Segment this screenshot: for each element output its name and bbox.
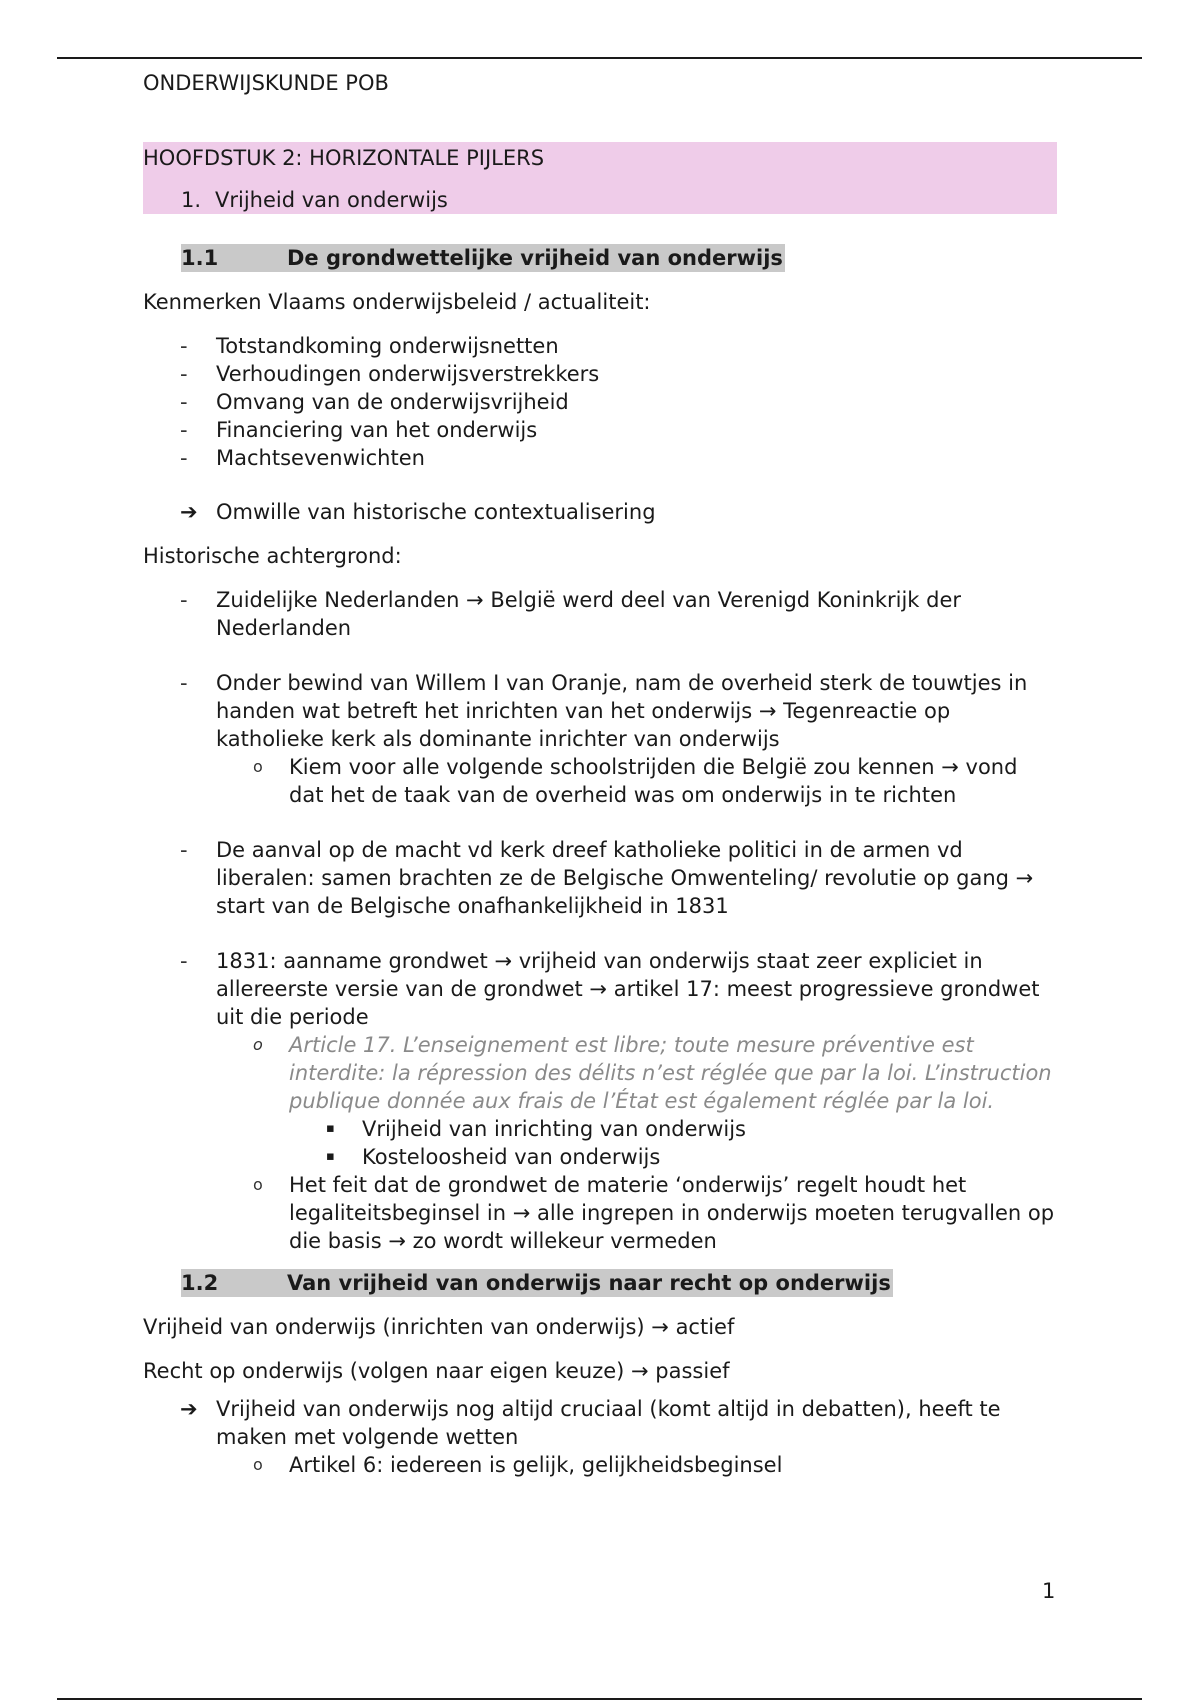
- list-item: - Omvang van de onderwijsvrijheid: [143, 388, 1057, 416]
- quote-points-list: [143, 1115, 1057, 1171]
- list-item: - De aanval op de macht vd kerk dreef katholieke politici in de armen vd liberalen: samen brachten ze de Belgische Omwenteling/ revolutie op gang → start van de Belgische onafhankelijkheid in 1831: [143, 836, 1057, 920]
- section-number: 1.2: [181, 1271, 219, 1295]
- historisch-list: [143, 669, 1057, 753]
- kenmerken-list: [143, 332, 1057, 472]
- chapter-item: [143, 186, 1057, 212]
- arrow-note-text: Omwille van historische contextualisering: [216, 500, 656, 524]
- historisch-list: [143, 586, 1057, 642]
- section-number: 1.1: [181, 246, 219, 270]
- section-heading-1-2: [181, 1269, 893, 1297]
- sub-sub-item: [143, 1143, 1057, 1171]
- historisch-intro: Historische achtergrond:: [143, 544, 402, 568]
- list-item: - Totstandkoming onderwijsnetten: [143, 332, 1057, 360]
- page-number: 1: [1042, 1579, 1056, 1603]
- sub-item: [143, 753, 1057, 809]
- arrow-note: [143, 498, 1057, 526]
- circle-bullet-icon: o: [253, 757, 263, 776]
- sub-item-text: Het feit dat de grondwet de materie ‘onderwijs’ regelt houdt het legaliteitsbeginsel in → alle ingrepen in onderwijs moeten terugvallen op die basis → zo wordt willekeur vermeden: [289, 1173, 1055, 1253]
- section-title: De grondwettelijke vrijheid van onderwijs: [287, 246, 783, 270]
- kenmerken-intro: Kenmerken Vlaams onderwijsbeleid / actualiteit:: [143, 290, 651, 314]
- section-title: Van vrijheid van onderwijs naar recht op onderwijs: [287, 1271, 891, 1295]
- vrijheid-line: Vrijheid van onderwijs (inrichten van onderwijs) → actief: [143, 1315, 735, 1339]
- chapter-item-number: 1.: [181, 188, 202, 212]
- recht-line: Recht op onderwijs (volgen naar eigen keuze) → passief: [143, 1359, 730, 1383]
- arrow-note-list: [143, 1395, 1057, 1451]
- list-item: - Machtsevenwichten: [143, 444, 1057, 472]
- page-header: ONDERWIJSKUNDE POB: [143, 71, 389, 95]
- historisch-list: [143, 947, 1057, 1031]
- arrow-note: [143, 1395, 1057, 1451]
- circle-bullet-icon: o: [253, 1035, 263, 1054]
- chapter-item-label: Vrijheid van onderwijs: [215, 188, 448, 212]
- section-heading-1-1: [181, 244, 785, 272]
- sub-item: [143, 1171, 1057, 1255]
- list-item: - Zuidelijke Nederlanden → België werd deel van Verenigd Koninkrijk der Nederlanden: [143, 586, 1057, 642]
- list-item: [143, 669, 1057, 753]
- sub-list: [143, 1451, 1057, 1479]
- sub-list: [143, 1171, 1057, 1255]
- list-item-text: Onder bewind van Willem I van Oranje, nam de overheid sterk de touwtjes in handen wat betreft het inrichten van het onderwijs → Tegenreactie op katholieke kerk als dominante inrichter van onderwijs: [216, 671, 1028, 751]
- sub-list: [143, 1031, 1057, 1115]
- square-bullet-icon: ▪: [326, 1121, 335, 1136]
- article-17-quote: Article 17. L’enseignement est libre; toute mesure préventive est interdite: la répression des délits n’est réglée que par la loi. L’instruction publique donnée aux frais de l’État est également réglée par la loi.: [289, 1033, 1052, 1113]
- chapter-title: HOOFDSTUK 2: HORIZONTALE PIJLERS: [143, 146, 545, 170]
- arrow-icon: ➔: [180, 500, 198, 524]
- sub-sub-item-text: Vrijheid van inrichting van onderwijs: [362, 1117, 746, 1141]
- circle-bullet-icon: o: [253, 1455, 263, 1474]
- arrow-note-text: Vrijheid van onderwijs nog altijd cruciaal (komt altijd in debatten), heeft te maken met volgende wetten: [216, 1397, 1001, 1449]
- list-item: - 1831: aanname grondwet → vrijheid van onderwijs staat zeer expliciet in allereerste versie van de grondwet → artikel 17: meest progressieve grondwet uit die periode: [143, 947, 1057, 1031]
- historisch-list: [143, 836, 1057, 920]
- arrow-note-list: [143, 498, 1057, 526]
- circle-bullet-icon: o: [253, 1175, 263, 1194]
- document-body: [143, 142, 1057, 1479]
- sub-item: [143, 1451, 1057, 1479]
- list-item: - Financiering van het onderwijs: [143, 416, 1057, 444]
- quote-item: [143, 1031, 1057, 1115]
- sub-list: [143, 753, 1057, 809]
- list-item: - Verhoudingen onderwijsverstrekkers: [143, 360, 1057, 388]
- arrow-icon: ➔: [180, 1397, 198, 1421]
- square-bullet-icon: ▪: [326, 1149, 335, 1164]
- chapter-heading-block: [143, 142, 1057, 214]
- sub-item-text: Artikel 6: iedereen is gelijk, gelijkheidsbeginsel: [289, 1453, 783, 1477]
- sub-sub-item: [143, 1115, 1057, 1143]
- sub-item-text: Kiem voor alle volgende schoolstrijden die België zou kennen → vond dat het de taak van de overheid was om onderwijs in te richten: [289, 755, 1018, 807]
- top-rule: [57, 57, 1142, 59]
- sub-sub-item-text: Kosteloosheid van onderwijs: [362, 1145, 661, 1169]
